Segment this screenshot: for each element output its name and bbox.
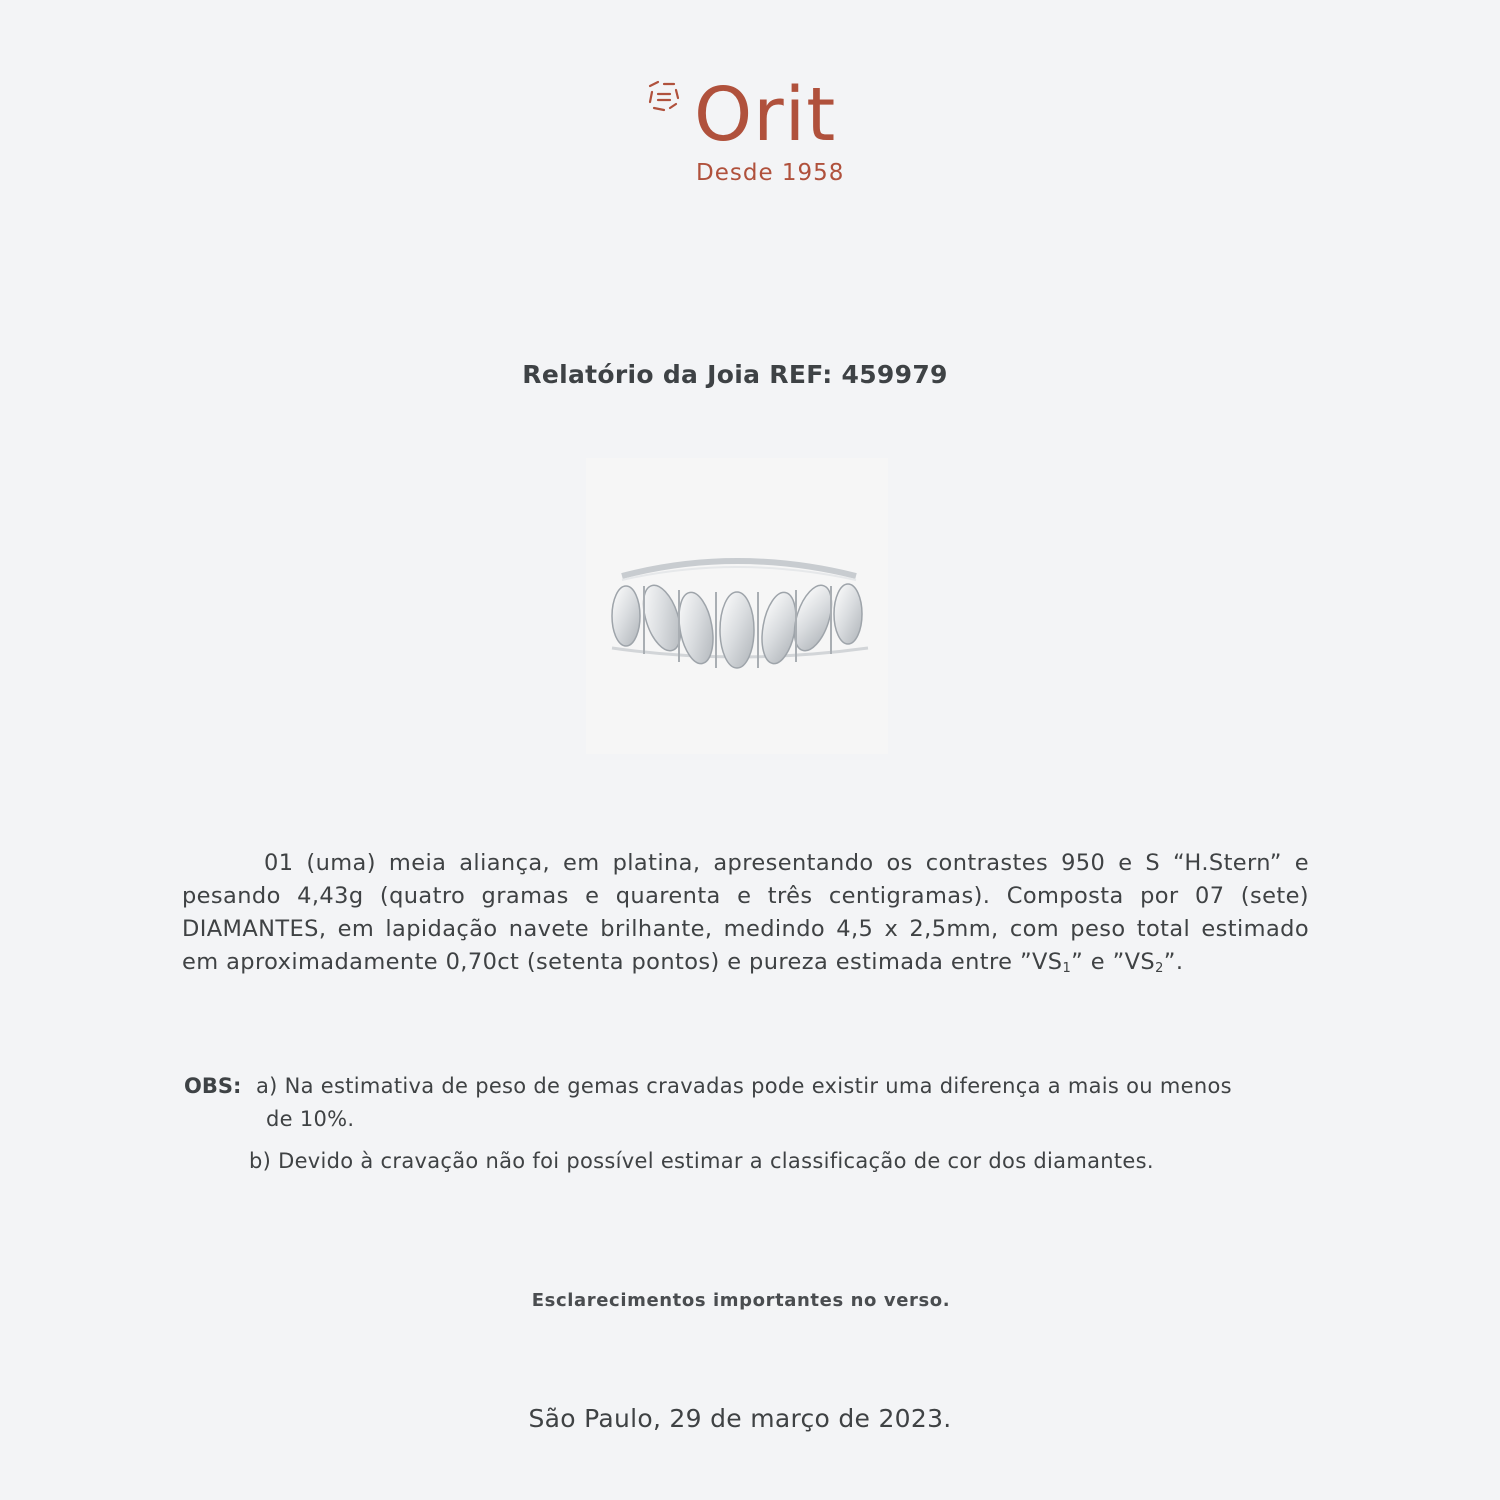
brand-tagline: Desde 1958 <box>696 160 845 186</box>
orit-logo <box>640 72 860 192</box>
note-a-line2: de 10%. <box>266 1107 355 1131</box>
description-main: 01 (uma) meia aliança, em platina, apresentando os contrastes 950 e S “H.Stern” e pesando 4,43g (quatro gramas e quarenta e três centigramas). Composta por 07 (sete) DIAMANTES, em lapidação navete brilhante, medindo 4,5 x 2,5mm, com peso total estimado em aproximadamente 0,70ct (setenta pontos) e pureza estimada entre <box>182 849 1309 975</box>
clarity-grade-2: $”VS_2$”. <box>1112 948 1184 976</box>
diamond-stone <box>834 584 862 644</box>
brand-name: Orit <box>694 72 837 158</box>
notes-label: OBS: <box>184 1074 242 1098</box>
diamond-stone <box>720 592 754 668</box>
report-date: São Paulo, 29 de março de 2023. <box>528 1404 952 1433</box>
jewel-description <box>182 847 1309 985</box>
ring-image <box>586 458 888 754</box>
note-b: b) Devido à cravação não foi possível estimar a classificação de cor dos diamantes. <box>249 1149 1154 1173</box>
description-between: e <box>1083 948 1113 975</box>
report-title: Relatório da Joia REF: 459979 <box>522 360 948 389</box>
ring-photo <box>586 458 888 754</box>
clarity-grade-1: $”VS_1$” <box>1019 948 1084 976</box>
diamond-stone <box>612 586 640 646</box>
orit-emblem-icon <box>644 78 684 118</box>
note-a <box>256 1070 1306 1136</box>
diamond-stones <box>612 581 862 668</box>
footer-note: Esclarecimentos importantes no verso. <box>531 1290 951 1311</box>
note-a-line1: a) Na estimativa de peso de gemas cravadas pode existir uma diferença a mais ou menos <box>256 1074 1232 1098</box>
